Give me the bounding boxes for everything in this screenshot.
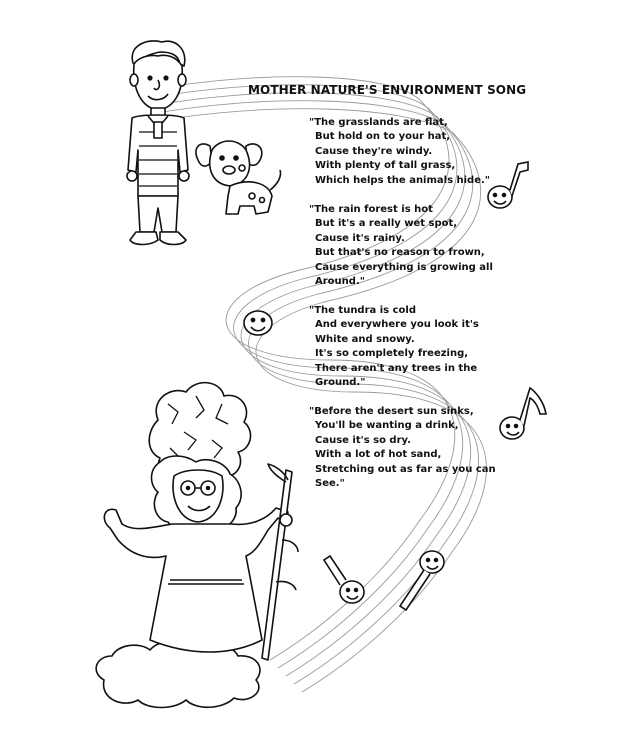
verse-line: With a lot of hot sand, <box>315 449 442 461</box>
verse-line: But that's no reason to frown, <box>315 247 485 259</box>
verse-line: White and snowy. <box>315 333 415 345</box>
verse-line: And everywhere you look it's <box>315 319 479 331</box>
verse-rain-forest <box>309 203 493 289</box>
verse-line: It's so completely freezing, <box>315 348 469 360</box>
verse-tundra <box>309 304 479 390</box>
verse-line: Cause it's so dry. <box>315 434 411 446</box>
boy-illustration <box>127 41 189 245</box>
verse-line: But it's a really wet spot, <box>315 218 458 230</box>
verse-line: You'll be wanting a drink, <box>315 420 459 432</box>
dog-illustration <box>196 141 281 214</box>
verse-line: "The grasslands are flat, <box>309 117 448 128</box>
verse-line: Around." <box>315 276 365 288</box>
verse-line: See." <box>315 478 345 490</box>
verse-line: "The tundra is cold <box>309 305 416 316</box>
verse-line: "Before the desert sun sinks, <box>309 406 474 417</box>
verse-line: Ground." <box>315 377 366 389</box>
verse-line: Cause they're windy. <box>315 145 433 157</box>
verse-line: There aren't any trees in the <box>315 362 478 374</box>
verse-line: But hold on to your hat, <box>315 131 451 143</box>
verse-line: Stretching out as far as you can <box>315 463 496 475</box>
verse-line: Cause it's rainy. <box>315 232 405 244</box>
verse-line: Which helps the animals hide." <box>315 174 491 186</box>
verse-line: With plenty of tall grass, <box>315 160 456 172</box>
verse-desert <box>309 405 496 491</box>
verse-line: "The rain forest is hot <box>309 204 433 215</box>
song-title: MOTHER NATURE'S ENVIRONMENT SONG <box>248 83 527 97</box>
verse-grasslands <box>309 116 490 188</box>
mother-nature-illustration <box>96 383 298 708</box>
verse-line: Cause everything is growing all <box>315 261 493 273</box>
